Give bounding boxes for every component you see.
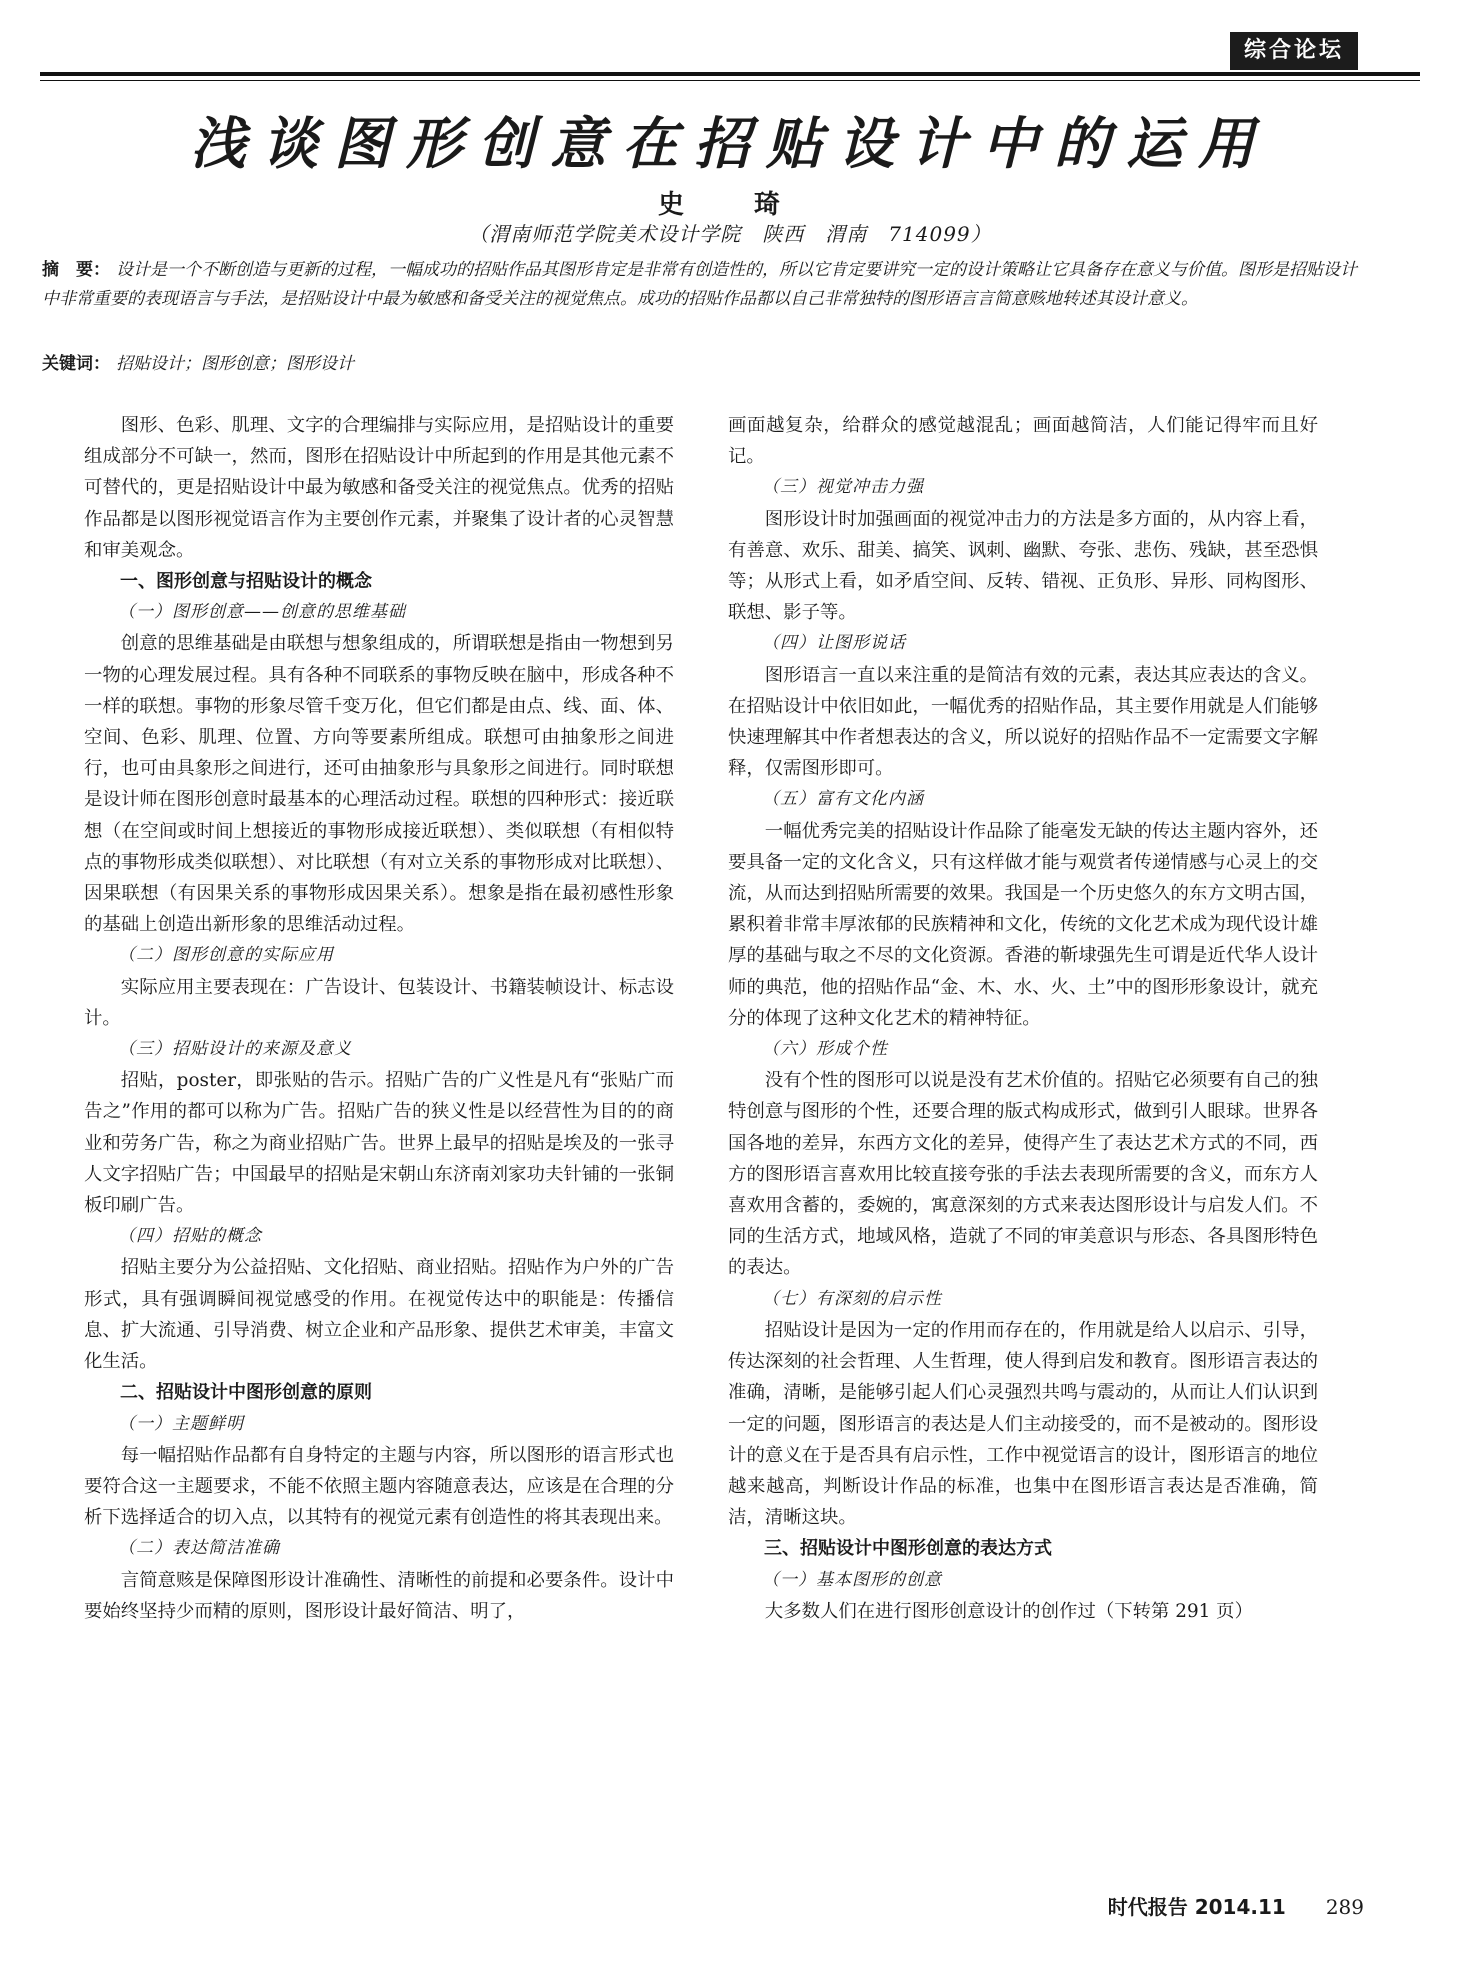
header-rule — [40, 72, 1420, 76]
keywords — [42, 350, 1364, 379]
subsection-heading: （四）招贴的概念 — [118, 1226, 262, 1247]
subsection-heading: （六）形成个性 — [762, 1039, 888, 1060]
right-column — [728, 410, 1318, 1627]
abstract-text: 设计是一个不断创造与更新的过程，一幅成功的招贴作品其图形肯定是非常有创造性的，所以它肯定要讲究一定的设计策略让它具备存在意义与价值。图形是招贴设计中非常重要的表现语言与手法，是招贴设计中最为敏感和备受关注的视觉焦点。成功的招贴作品都以自己非常独特的图形语言言简意赅地转述其设计意义。 — [42, 260, 1357, 309]
subsection-heading: （四）让图形说话 — [762, 633, 906, 654]
paragraph: 大多数人们在进行图形创意设计的创作过（下转第 291 页） — [764, 1600, 1253, 1622]
subsection-heading: （一）图形创意——创意的思维基础 — [118, 602, 406, 623]
paragraph: 实际应用主要表现在：广告设计、包装设计、书籍装帧设计、标志设计。 — [84, 976, 674, 1029]
article-author: 史 琦 — [657, 190, 802, 220]
subsection-heading: （三）招贴设计的来源及意义 — [118, 1039, 352, 1060]
paragraph: 招贴，poster，即张贴的告示。招贴广告的广义性是凡有“张贴广而告之”作用的都可以称为广告。招贴广告的狭义性是以经营性为目的的商业和劳务广告，称之为商业招贴广告。世界上最早的招贴是埃及的一张寻人文字招贴广告；中国最早的招贴是宋朝山东济南刘家功夫针铺的一张铜板印刷广告。 — [84, 1070, 674, 1217]
left-column — [84, 410, 674, 1627]
subsection-heading: （七）有深刻的启示性 — [762, 1288, 942, 1309]
subsection-heading: （二）表达简洁准确 — [118, 1538, 280, 1559]
abstract-label: 摘 要： — [42, 260, 110, 280]
paragraph: 创意的思维基础是由联想与想象组成的，所谓联想是指由一物想到另一物的心理发展过程。具有各种不同联系的事物反映在脑中，形成各种不一样的联想。事物的形象尽管千变万化，但它们都是由点、线、面、体、空间、色彩、肌理、位置、方向等要素所组成。联想可由抽象形之间进行，也可由具象形之间进行，还可由抽象形与具象形之间进行。同时联想是设计师在图形创意时最基本的心理活动过程。联想的四种形式：接近联想（在空间或时间上想接近的事物形成接近联想）、类似联想（有相似特点的事物形成类似联想）、对比联想（有对立关系的事物形成对比联想）、因果联想（有因果关系的事物形成因果关系）。想象是指在最初感性形象的基础上创造出新形象的思维活动过程。 — [84, 633, 674, 936]
paragraph: 言简意赅是保障图形设计准确性、清晰性的前提和必要条件。设计中要始终坚持少而精的原则，图形设计最好简洁、明了， — [84, 1569, 674, 1622]
keywords-text: 招贴设计；图形创意；图形设计 — [116, 354, 354, 374]
paragraph: 一幅优秀完美的招贴设计作品除了能毫发无缺的传达主题内容外，还要具备一定的文化含义，只有这样做才能与观赏者传递情感与心灵上的交流，从而达到招贴所需要的效果。我国是一个历史悠久的东方文明古国，累积着非常丰厚浓郁的民族精神和文化，传统的文化艺术成为现代设计雄厚的基础与取之不尽的文化资源。香港的靳埭强先生可谓是近代华人设计师的典范，他的招贴作品“金、木、水、火、土”中的图形形象设计，就充分的体现了这种文化艺术的精神特征。 — [728, 820, 1318, 1029]
article-title: 浅谈图形创意在招贴设计中的运用 — [190, 111, 1270, 177]
page-footer — [1108, 1891, 1364, 1920]
subsection-heading: （二）图形创意的实际应用 — [118, 945, 334, 966]
header-rule-thin — [40, 80, 1420, 81]
paragraph: 招贴主要分为公益招贴、文化招贴、商业招贴。招贴作为户外的广告形式，具有强调瞬间视觉感受的作用。在视觉传达中的职能是：传播信息、扩大流通、引导消费、树立企业和产品形象、提供艺术审美，丰富文化生活。 — [84, 1257, 674, 1373]
author-affiliation: （渭南师范学院美术设计学院 陕西 渭南 714099） — [468, 222, 992, 246]
subsection-heading: （五）富有文化内涵 — [762, 789, 924, 810]
paragraph: 招贴设计是因为一定的作用而存在的，作用就是给人以启示、引导，传达深刻的社会哲理、人生哲理，使人得到启发和教育。图形语言表达的准确，清晰，是能够引起人们心灵强烈共鸣与震动的，从而让人们认识到一定的问题，图形语言的表达是人们主动接受的，而不是被动的。图形设计的意义在于是否具有启示性，工作中视觉语言的设计，图形语言的地位越来越高，判断设计作品的标准，也集中在图形语言表达是否准确，简洁，清晰这块。 — [728, 1319, 1318, 1529]
paragraph: 没有个性的图形可以说是没有艺术价值的。招贴它必须要有自己的独特创意与图形的个性，还要合理的版式构成形式，做到引人眼球。世界各国各地的差异，东西方文化的差异，使得产生了表达艺术方式的不同，西方的图形语言喜欢用比较直接夸张的手法去表现所需要的含义，而东方人喜欢用含蓄的，委婉的，寓意深刻的方式来表达图形设计与启发人们。不同的生活方式，地域风格，造就了不同的审美意识与形态、各具图形特色的表达。 — [728, 1070, 1318, 1279]
keywords-label: 关键词： — [42, 354, 110, 374]
section-heading: 二、招贴设计中图形创意的原则 — [120, 1382, 372, 1404]
abstract — [42, 256, 1364, 314]
page-number: 289 — [1325, 1895, 1364, 1919]
paragraph: 每一幅招贴作品都有自身特定的主题与内容，所以图形的语言形式也要符合这一主题要求，不能不依照主题内容随意表达，应该是在合理的分析下选择适合的切入点，以其特有的视觉元素有创造性的将其表现出来。 — [84, 1444, 674, 1529]
paragraph: 图形语言一直以来注重的是简洁有效的元素，表达其应表达的含义。在招贴设计中依旧如此，一幅优秀的招贴作品，其主要作用就是人们能够快速理解其中作者想表达的含义，所以说好的招贴作品不一定需要文字解释，仅需图形即可。 — [728, 664, 1318, 780]
subsection-heading: （一）主题鲜明 — [118, 1413, 244, 1434]
subsection-heading: （一）基本图形的创意 — [762, 1569, 942, 1590]
subsection-heading: （三）视觉冲击力强 — [762, 477, 924, 498]
journal-issue: 时代报告 2014.11 — [1107, 1895, 1286, 1919]
section-heading: 三、招贴设计中图形创意的表达方式 — [764, 1538, 1052, 1560]
paragraph: 画面越复杂，给群众的感觉越混乱；画面越简洁，人们能记得牢而且好记。 — [728, 415, 1318, 468]
paragraph: 图形、色彩、肌理、文字的合理编排与实际应用，是招贴设计的重要组成部分不可缺一，然而，图形在招贴设计中所起到的作用是其他元素不可替代的，更是招贴设计中最为敏感和备受关注的视觉焦点。优秀的招贴作品都是以图形视觉语言作为主要创作元素，并聚集了设计者的心灵智慧和审美观念。 — [84, 415, 674, 561]
paragraph: 图形设计时加强画面的视觉冲击力的方法是多方面的，从内容上看，有善意、欢乐、甜美、搞笑、讽刺、幽默、夸张、悲伤、残缺，甚至恐惧等；从形式上看，如矛盾空间、反转、错视、正负形、异形、同构图形、联想、影子等。 — [728, 508, 1318, 624]
section-heading: 一、图形创意与招贴设计的概念 — [120, 571, 372, 593]
section-tag: 综合论坛 — [1230, 32, 1358, 70]
